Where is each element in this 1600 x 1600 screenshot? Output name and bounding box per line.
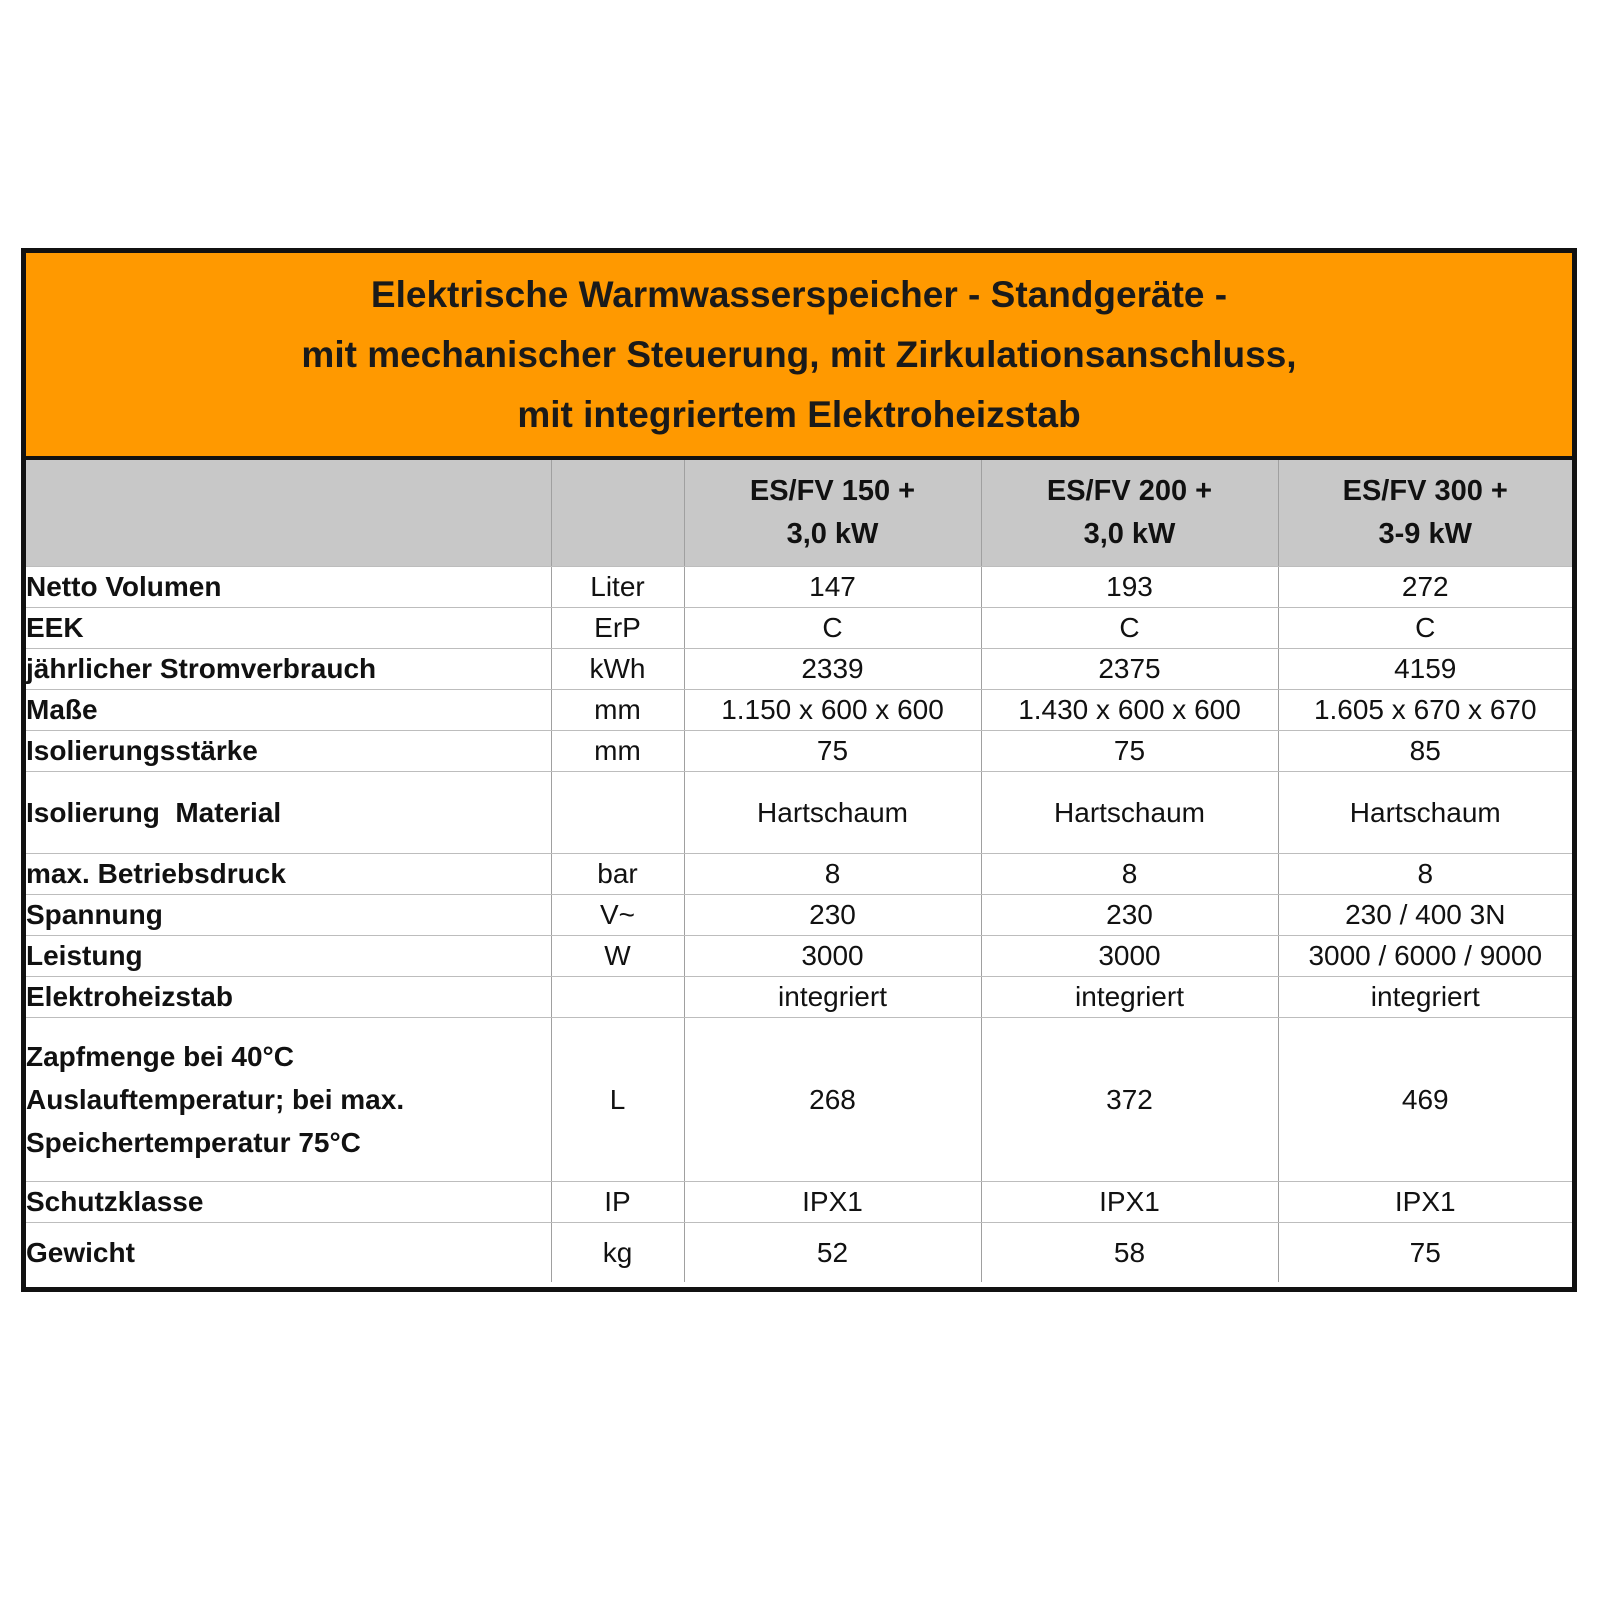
row-label: EEK xyxy=(26,608,551,649)
row-value: 8 xyxy=(981,854,1278,895)
spec-table-container xyxy=(21,248,1577,1292)
table-row-isolierung-material xyxy=(26,772,1572,854)
row-unit: mm xyxy=(551,690,684,731)
model-power: 3,0 kW xyxy=(1083,518,1176,550)
header-unit-cell xyxy=(551,460,684,567)
title-line-2: mit mechanischer Steuerung, mit Zirkulationsanschluss, xyxy=(301,333,1297,375)
row-value: 193 xyxy=(981,567,1278,608)
row-value: 1.605 x 670 x 670 xyxy=(1278,690,1572,731)
row-value: integriert xyxy=(684,977,981,1018)
row-value: Hartschaum xyxy=(684,772,981,854)
header-model-3 xyxy=(1278,460,1572,567)
row-label-line: Speichertemperatur 75°C xyxy=(26,1127,361,1158)
row-value: 268 xyxy=(684,1018,981,1182)
table-row-isolierungsstaerke xyxy=(26,731,1572,772)
row-label: max. Betriebsdruck xyxy=(26,854,551,895)
row-label: Maße xyxy=(26,690,551,731)
row-value: 4159 xyxy=(1278,649,1572,690)
model-name: ES/FV 200 + xyxy=(1046,475,1213,507)
row-unit: kg xyxy=(551,1223,684,1283)
row-unit: mm xyxy=(551,731,684,772)
row-value: 3000 xyxy=(981,936,1278,977)
table-header-row xyxy=(26,460,1572,567)
row-value: 52 xyxy=(684,1223,981,1283)
row-value: 1.430 x 600 x 600 xyxy=(981,690,1278,731)
row-unit: L xyxy=(551,1018,684,1182)
row-value: C xyxy=(981,608,1278,649)
row-unit: kWh xyxy=(551,649,684,690)
row-value: 147 xyxy=(684,567,981,608)
row-value: 2339 xyxy=(684,649,981,690)
row-unit: IP xyxy=(551,1182,684,1223)
row-unit xyxy=(551,977,684,1018)
row-unit xyxy=(551,772,684,854)
row-label: Elektroheizstab xyxy=(26,977,551,1018)
row-value: integriert xyxy=(981,977,1278,1018)
header-model-1 xyxy=(684,460,981,567)
spec-table xyxy=(26,460,1572,1282)
row-label: Isolierung Material xyxy=(26,772,551,854)
table-row-schutzklasse xyxy=(26,1182,1572,1223)
row-value: 75 xyxy=(1409,1236,1441,1268)
row-value: IPX1 xyxy=(981,1182,1278,1223)
table-row-gewicht xyxy=(26,1223,1572,1283)
model-power: 3,0 kW xyxy=(786,518,879,550)
row-value: 75 xyxy=(684,731,981,772)
row-value: 3000 xyxy=(684,936,981,977)
row-value: 230 xyxy=(684,895,981,936)
title-banner xyxy=(26,253,1572,460)
row-value: 2375 xyxy=(981,649,1278,690)
row-value: C xyxy=(684,608,981,649)
row-value: 1.150 x 600 x 600 xyxy=(684,690,981,731)
row-label: Isolierungsstärke xyxy=(26,731,551,772)
table-row-netto-volumen xyxy=(26,567,1572,608)
row-value: integriert xyxy=(1278,977,1572,1018)
model-power: 3-9 kW xyxy=(1378,518,1472,550)
row-value: IPX1 xyxy=(684,1182,981,1223)
row-value: 8 xyxy=(1278,854,1572,895)
model-name: ES/FV 150 + xyxy=(749,475,916,507)
table-row-leistung xyxy=(26,936,1572,977)
row-value: 3000 / 6000 / 9000 xyxy=(1278,936,1572,977)
row-label-line: Zapfmenge bei 40°C xyxy=(26,1041,294,1072)
row-value: 230 / 400 3N xyxy=(1278,895,1572,936)
table-row-stromverbrauch xyxy=(26,649,1572,690)
row-label: jährlicher Stromverbrauch xyxy=(26,649,551,690)
row-unit: Liter xyxy=(551,567,684,608)
row-label: Schutzklasse xyxy=(26,1182,551,1223)
row-unit: W xyxy=(551,936,684,977)
row-label xyxy=(26,1018,551,1182)
table-row-betriebsdruck xyxy=(26,854,1572,895)
table-row-spannung xyxy=(26,895,1572,936)
header-label-cell xyxy=(26,460,551,567)
table-row-zapfmenge xyxy=(26,1018,1572,1182)
row-label: Leistung xyxy=(26,936,551,977)
row-value: Hartschaum xyxy=(981,772,1278,854)
model-name: ES/FV 300 + xyxy=(1342,475,1508,507)
row-value: 272 xyxy=(1278,567,1572,608)
row-label: Netto Volumen xyxy=(26,567,551,608)
row-value: IPX1 xyxy=(1278,1182,1572,1223)
table-row-eek xyxy=(26,608,1572,649)
row-unit: bar xyxy=(551,854,684,895)
table-row-masse xyxy=(26,690,1572,731)
row-label: Gewicht xyxy=(26,1223,551,1283)
row-unit: ErP xyxy=(551,608,684,649)
row-value: 469 xyxy=(1278,1018,1572,1182)
row-value: Hartschaum xyxy=(1278,772,1572,854)
row-value: 58 xyxy=(981,1223,1278,1283)
table-row-elektroheizstab xyxy=(26,977,1572,1018)
row-label-line: Auslauftemperatur; bei max. xyxy=(26,1084,405,1115)
title-line-3: mit integriertem Elektroheizstab xyxy=(517,393,1081,435)
row-value: 85 xyxy=(1278,731,1572,772)
row-value: C xyxy=(1278,608,1572,649)
row-value: 75 xyxy=(981,731,1278,772)
row-value: 8 xyxy=(684,854,981,895)
row-label: Spannung xyxy=(26,895,551,936)
title-line-1: Elektrische Warmwasserspeicher - Standgeräte - xyxy=(370,273,1228,315)
row-unit: V~ xyxy=(551,895,684,936)
header-model-2 xyxy=(981,460,1278,567)
row-value: 372 xyxy=(981,1018,1278,1182)
row-value: 230 xyxy=(981,895,1278,936)
